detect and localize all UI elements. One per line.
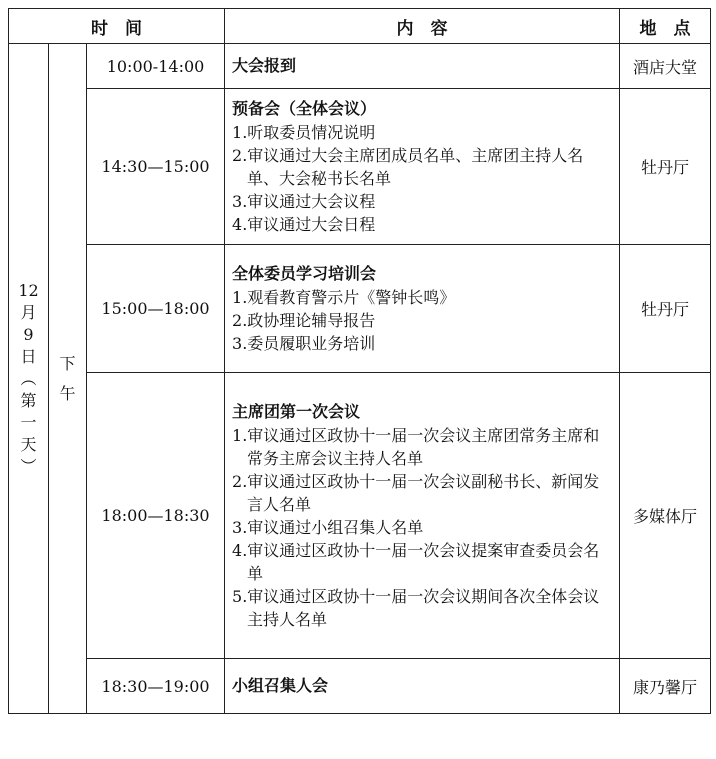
date-char: 月 (20, 302, 37, 322)
date-cell (9, 44, 49, 714)
schedule-row (9, 373, 711, 659)
place-cell: 牡丹厅 (620, 89, 711, 245)
agenda-item: 3.委员履职业务培训 (232, 334, 376, 353)
agenda-item: 3.审议通过大会议程 (232, 192, 376, 211)
agenda-item: 5.审议通过区政协十一届一次会议期间各次全体会议主持人名单 (232, 587, 600, 629)
date-char: 9 (23, 324, 34, 344)
agenda-item: 4.审议通过大会日程 (232, 215, 376, 234)
period-cell (49, 44, 87, 714)
header-content: 内 容 (225, 9, 620, 44)
period-char: 午 (59, 383, 76, 403)
schedule-row (9, 245, 711, 373)
session-title: 全体委员学习培训会 (232, 264, 377, 283)
date-char: ︵ (20, 368, 37, 388)
time-cell: 10:00-14:00 (87, 44, 225, 89)
date-char: ︶ (20, 456, 37, 476)
header-place: 地 点 (620, 9, 711, 44)
date-char: 12 (18, 280, 39, 300)
time-cell: 15:00—18:00 (87, 245, 225, 373)
schedule-row (9, 659, 711, 714)
date-char: 日 (20, 346, 37, 366)
time-cell: 18:30—19:00 (87, 659, 225, 714)
session-title: 预备会（全体会议） (232, 99, 377, 118)
date-char: 天 (20, 434, 37, 454)
agenda-item: 3.审议通过小组召集人名单 (232, 518, 424, 537)
content-cell (225, 44, 620, 89)
period-char: 下 (59, 353, 76, 373)
header-time: 时 间 (9, 9, 225, 44)
content-cell (225, 373, 620, 659)
session-title: 大会报到 (232, 56, 297, 75)
place-cell: 牡丹厅 (620, 245, 711, 373)
place-cell: 酒店大堂 (620, 44, 711, 89)
session-title: 小组召集人会 (232, 676, 329, 695)
agenda-item: 1.审议通过区政协十一届一次会议主席团常务主席和常务主席会议主持人名单 (232, 426, 600, 468)
schedule-row (9, 44, 711, 89)
place-cell: 康乃馨厅 (620, 659, 711, 714)
header-row (9, 9, 711, 44)
time-cell: 14:30—15:00 (87, 89, 225, 245)
date-char: 一 (20, 412, 37, 432)
schedule-row (9, 89, 711, 245)
agenda-item: 1.听取委员情况说明 (232, 123, 376, 142)
session-title: 主席团第一次会议 (232, 402, 361, 421)
schedule-table (8, 8, 711, 714)
content-cell (225, 89, 620, 245)
agenda-item: 2.审议通过大会主席团成员名单、主席团主持人名单、大会秘书长名单 (232, 146, 584, 188)
time-cell: 18:00—18:30 (87, 373, 225, 659)
date-char: 第 (20, 390, 37, 410)
agenda-item: 1.观看教育警示片《警钟长鸣》 (232, 288, 456, 307)
agenda-item: 2.政协理论辅导报告 (232, 311, 376, 330)
place-cell: 多媒体厅 (620, 373, 711, 659)
agenda-item: 2.审议通过区政协十一届一次会议副秘书长、新闻发言人名单 (232, 472, 600, 514)
content-cell (225, 245, 620, 373)
content-cell (225, 659, 620, 714)
agenda-item: 4.审议通过区政协十一届一次会议提案审查委员会名单 (232, 541, 600, 583)
